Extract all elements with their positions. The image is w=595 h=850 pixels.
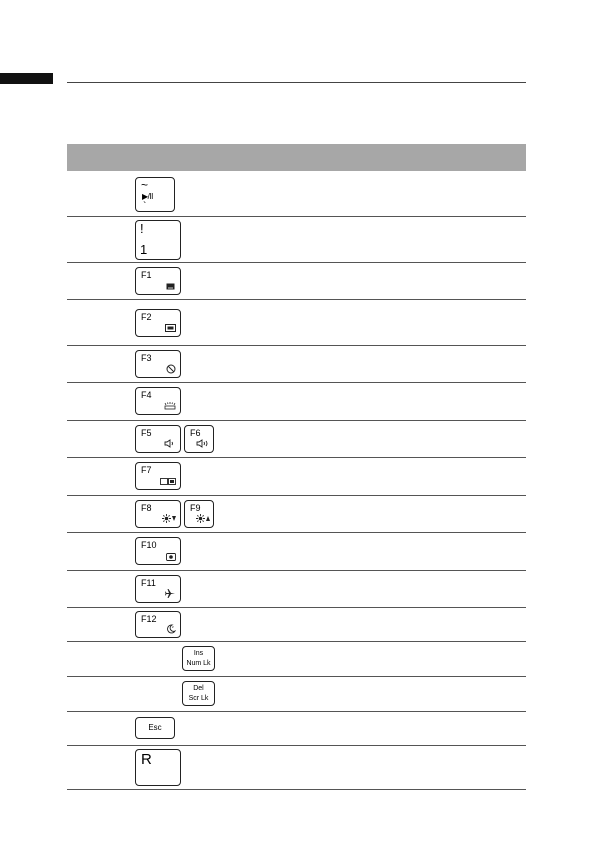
volume-down-icon: [164, 439, 176, 448]
key-label-top: !: [140, 221, 144, 236]
key-tilde-play-pause: [135, 177, 175, 212]
display-toggle-icon: [165, 324, 176, 332]
key-f12: [135, 611, 181, 638]
key-label: F12: [141, 614, 157, 624]
key-label: Esc: [148, 723, 162, 732]
key-label-top: Del: [193, 685, 204, 692]
table-row: [67, 608, 526, 642]
table-row: [67, 458, 526, 496]
key-r: [135, 749, 181, 786]
sleep-icon: [166, 624, 176, 634]
key-label: F4: [141, 390, 152, 400]
table-row: [67, 300, 526, 346]
webcam-icon: [166, 552, 176, 561]
key-label: F3: [141, 353, 152, 363]
key-ins-numlock: [182, 646, 215, 671]
table-row: [67, 712, 526, 746]
key-f1: [135, 267, 181, 295]
airplane-icon: [165, 588, 176, 599]
mute-icon: [166, 364, 176, 374]
key-f10: [135, 537, 181, 565]
key-label: F10: [141, 540, 157, 550]
key-esc: [135, 717, 175, 739]
key-f8: [135, 500, 181, 528]
key-label: F6: [190, 428, 201, 438]
keyboard-backlight-icon: [164, 402, 176, 410]
key-f2: [135, 309, 181, 337]
key-f11: [135, 575, 181, 603]
key-1: [135, 220, 181, 260]
key-label: F9: [190, 503, 201, 513]
table-row: [67, 383, 526, 421]
table-row: [67, 571, 526, 608]
key-label-top: ~: [141, 178, 149, 192]
brightness-down-icon: [162, 514, 176, 523]
table-row: [67, 263, 526, 300]
brightness-up-icon: [196, 514, 210, 523]
key-f3: [135, 350, 181, 378]
display-switch-icon: [160, 478, 176, 485]
key-label: F5: [141, 428, 152, 438]
key-del-scrlock: [182, 681, 215, 706]
chapter-tab: [0, 73, 53, 84]
key-label: F8: [141, 503, 152, 513]
key-label: F2: [141, 312, 152, 322]
table-row: [67, 642, 526, 677]
header-rule: [67, 82, 526, 83]
key-label: F1: [141, 270, 152, 280]
table-row: [67, 533, 526, 571]
table-row: [67, 217, 526, 263]
key-label-bottom: Scr Lk: [188, 695, 209, 702]
svg-text:z: z: [172, 625, 174, 629]
key-label-middle: ▶/II: [142, 192, 153, 201]
hotkey-table: [67, 144, 526, 790]
key-f6: [184, 425, 214, 453]
key-f4: [135, 387, 181, 415]
key-label-bottom: Num Lk: [186, 660, 211, 667]
key-f9: [184, 500, 214, 528]
table-row: [67, 746, 526, 790]
table-row: [67, 677, 526, 712]
table-row: [67, 171, 526, 217]
volume-up-icon: [196, 439, 210, 448]
key-label: F7: [141, 465, 152, 475]
key-f5: [135, 425, 181, 453]
touchpad-icon: [166, 283, 175, 290]
table-row: [67, 346, 526, 383]
key-label-bottom: 1: [140, 242, 148, 257]
table-row: [67, 496, 526, 533]
key-label: F11: [141, 578, 156, 588]
key-label-bottom: `: [143, 201, 147, 212]
table-row: [67, 421, 526, 458]
key-label-top: Ins: [193, 650, 204, 657]
key-label: R: [141, 751, 152, 768]
table-header-bar: [67, 144, 526, 171]
key-f7: [135, 462, 181, 490]
